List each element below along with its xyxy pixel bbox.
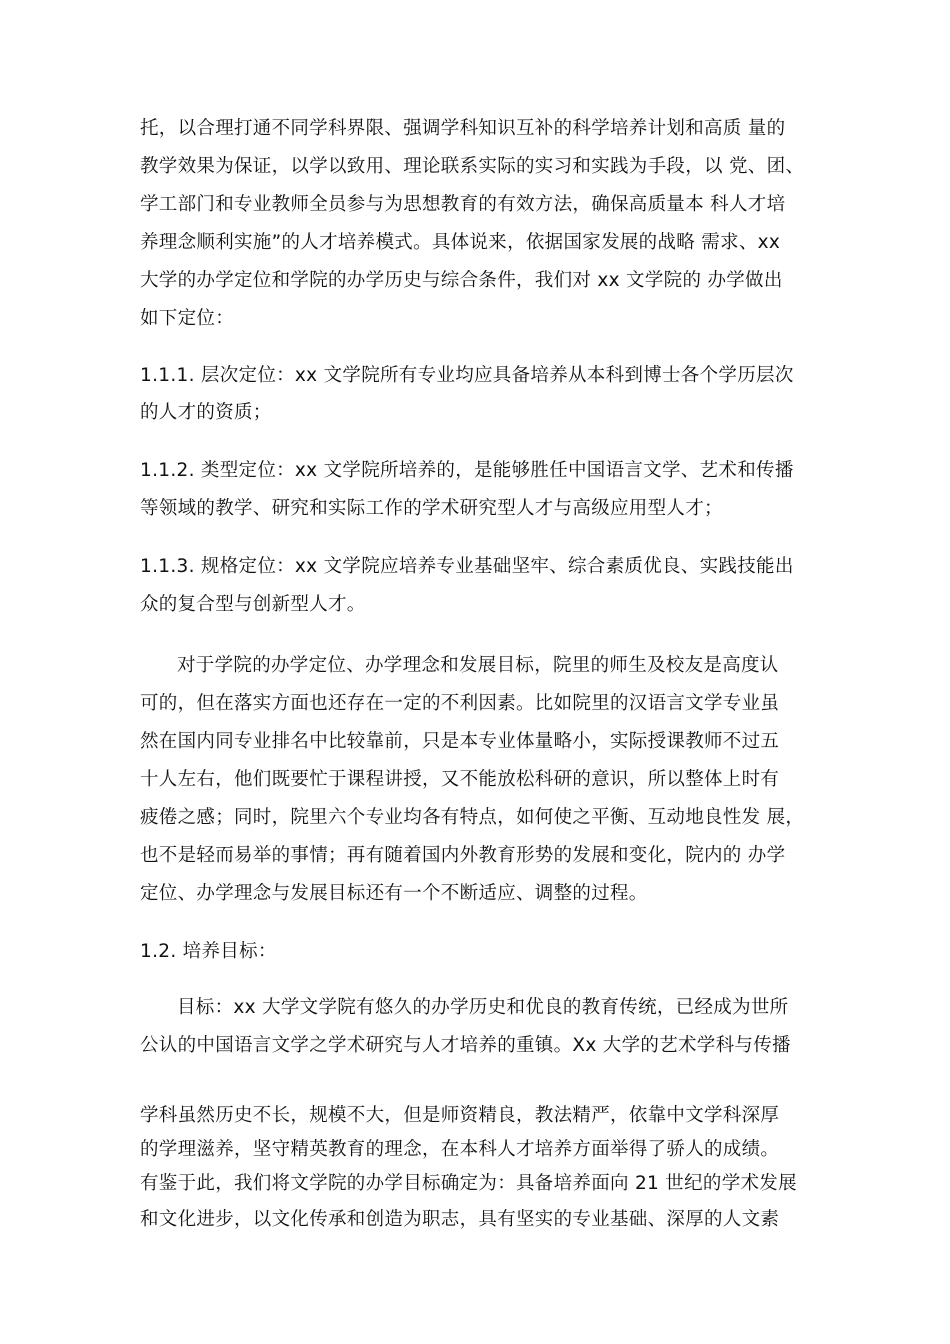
text-line: 学科虽然历史不长，规模不大，但是师资精良，教法精严，依靠中文学科深厚	[140, 1105, 780, 1126]
text-line: 十人左右，他们既要忙于课程讲授，又不能放松科研的意识，所以整体上时有	[140, 769, 780, 790]
text-line: 定位、办学理念与发展目标还有一个不断适应、调整的过程。	[140, 883, 648, 904]
text-line: 学工部门和专业教师全员参与为思想教育的有效方法，确保高质量本 科人才培	[140, 194, 786, 215]
text-line: 养理念顺利实施”的人才培养模式。具体说来，依据国家发展的战略 需求、xx	[140, 232, 781, 253]
text-line: 托，以合理打通不同学科界限、强调学科知识互补的科学培养计划和高质 量的	[140, 118, 786, 139]
text-line: 公认的中国语言文学之学术研究与人才培养的重镇。Xx 大学的艺术学科与传播	[140, 1035, 791, 1056]
section-1-1-2: 1.1.2. 类型定位：xx 文学院所培养的，是能够胜任中国语言文学、艺术和传播	[140, 460, 794, 481]
text-line: 如下定位：	[140, 308, 235, 329]
text-line: 可的，但在落实方面也还存在一定的不利因素。比如院里的汉语言文学专业虽	[140, 693, 780, 714]
text-line: 的学理滋养，坚守精英教育的理念，在本科人才培养方面举得了骄人的成绩。	[140, 1139, 780, 1160]
text-line: 疲倦之感；同时，院里六个专业均各有特点，如何使之平衡、互动地良性发 展，	[140, 807, 805, 828]
text-line: 等领域的教学、研究和实际工作的学术研究型人才与高级应用型人才；	[140, 498, 723, 519]
text-line: 和文化进步，以文化传承和创造为职志，具有坚实的专业基础、深厚的人文素	[140, 1209, 780, 1230]
section-1-1-3: 1.1.3. 规格定位：xx 文学院应培养专业基础坚牢、综合素质优良、实践技能出	[140, 556, 794, 577]
text-line: 然在国内同专业排名中比较靠前，只是本专业体量略小，实际授课教师不过五	[140, 731, 780, 752]
section-heading-1-2: 1.2. 培养目标：	[140, 941, 277, 962]
paragraph-start: 目标：xx 大学文学院有悠久的办学历史和优良的教育传统，已经成为世所	[177, 997, 789, 1018]
text-line: 的人才的资质；	[140, 402, 272, 423]
text-line: 也不是轻而易举的事情；再有随着国内外教育形势的发展和变化，院内的 办学	[140, 845, 786, 866]
text-line: 有鉴于此，我们将文学院的办学目标确定为：具备培养面向 21 世纪的学术发展	[140, 1173, 797, 1194]
text-line: 教学效果为保证，以学以致用、理论联系实际的实习和实践为手段，以 党、团、	[140, 156, 805, 177]
section-1-1-1: 1.1.1. 层次定位：xx 文学院所有专业均应具备培养从本科到博士各个学历层次	[140, 365, 794, 386]
paragraph-start: 对于学院的办学定位、办学理念和发展目标，院里的师生及校友是高度认	[177, 655, 779, 676]
text-line: 众的复合型与创新型人才。	[140, 594, 366, 615]
text-line: 大学的办学定位和学院的办学历史与综合条件，我们对 xx 文学院的 办学做出	[140, 270, 783, 291]
